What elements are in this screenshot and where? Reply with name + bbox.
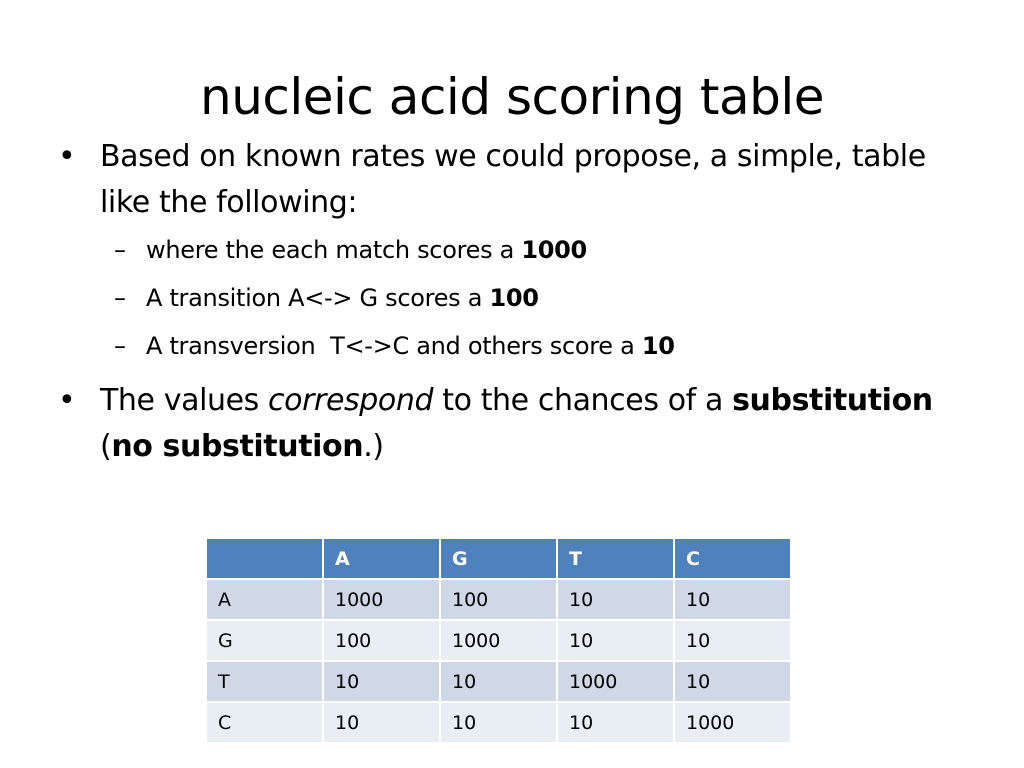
table-header-cell: G xyxy=(440,538,557,579)
table-header-cell: C xyxy=(674,538,791,579)
sub-bullet-value: 100 xyxy=(489,284,539,312)
table-header-cell xyxy=(206,538,323,579)
scoring-table xyxy=(205,537,792,744)
dash-icon: – xyxy=(114,332,126,360)
bullet-text-part: to the chances of a xyxy=(433,383,733,418)
sub-bullet-text: A transversion T<->C and others score a xyxy=(146,332,642,360)
table-cell: C xyxy=(206,702,323,743)
sub-bullet-text: where the each match scores a xyxy=(146,236,522,264)
table-row xyxy=(206,661,791,702)
table-row xyxy=(206,579,791,620)
bullet-text-italic: correspond xyxy=(268,383,434,418)
dash-icon: – xyxy=(114,284,126,312)
bullet-text-part: ( xyxy=(100,429,112,464)
table-cell: 10 xyxy=(557,579,674,620)
bullet-text-part: .) xyxy=(363,429,384,464)
slide-content xyxy=(58,134,958,470)
table-header-row xyxy=(206,538,791,579)
table-cell: A xyxy=(206,579,323,620)
sub-bullet-item xyxy=(58,274,958,322)
bullet-text-part: The values xyxy=(100,383,269,418)
table-cell: 10 xyxy=(674,661,791,702)
table-cell: 1000 xyxy=(323,579,440,620)
sub-bullet-item xyxy=(58,226,958,274)
table-cell: 1000 xyxy=(557,661,674,702)
table-cell: 100 xyxy=(323,620,440,661)
slide-title: nucleic acid scoring table xyxy=(200,68,824,126)
table-row xyxy=(206,620,791,661)
table-cell: G xyxy=(206,620,323,661)
sub-bullet-text: A transition A<-> G scores a xyxy=(146,284,490,312)
bullet-text-bold: no substitution xyxy=(111,429,364,464)
table-cell: 10 xyxy=(674,579,791,620)
bullet-dot-icon: • xyxy=(58,383,76,418)
sub-bullet-item xyxy=(58,322,958,370)
table-cell: 10 xyxy=(557,702,674,743)
table-header-cell: A xyxy=(323,538,440,579)
table-header-cell: T xyxy=(557,538,674,579)
table-cell: 1000 xyxy=(674,702,791,743)
table-cell: 10 xyxy=(674,620,791,661)
bullet-item xyxy=(58,378,958,470)
table-cell: T xyxy=(206,661,323,702)
table-cell: 10 xyxy=(323,661,440,702)
table-cell: 1000 xyxy=(440,620,557,661)
table-cell: 100 xyxy=(440,579,557,620)
sub-bullet-value: 10 xyxy=(641,332,675,360)
table-cell: 10 xyxy=(440,661,557,702)
bullet-text: Based on known rates we could propose, a simple, table like the following: xyxy=(100,139,926,220)
table-cell: 10 xyxy=(440,702,557,743)
table-cell: 10 xyxy=(557,620,674,661)
bullet-dot-icon: • xyxy=(58,139,76,174)
bullet-text-bold: substitution xyxy=(732,383,933,418)
bullet-item xyxy=(58,134,958,226)
table-row xyxy=(206,702,791,743)
sub-bullet-value: 1000 xyxy=(521,236,587,264)
dash-icon: – xyxy=(114,236,126,264)
table-cell: 10 xyxy=(323,702,440,743)
